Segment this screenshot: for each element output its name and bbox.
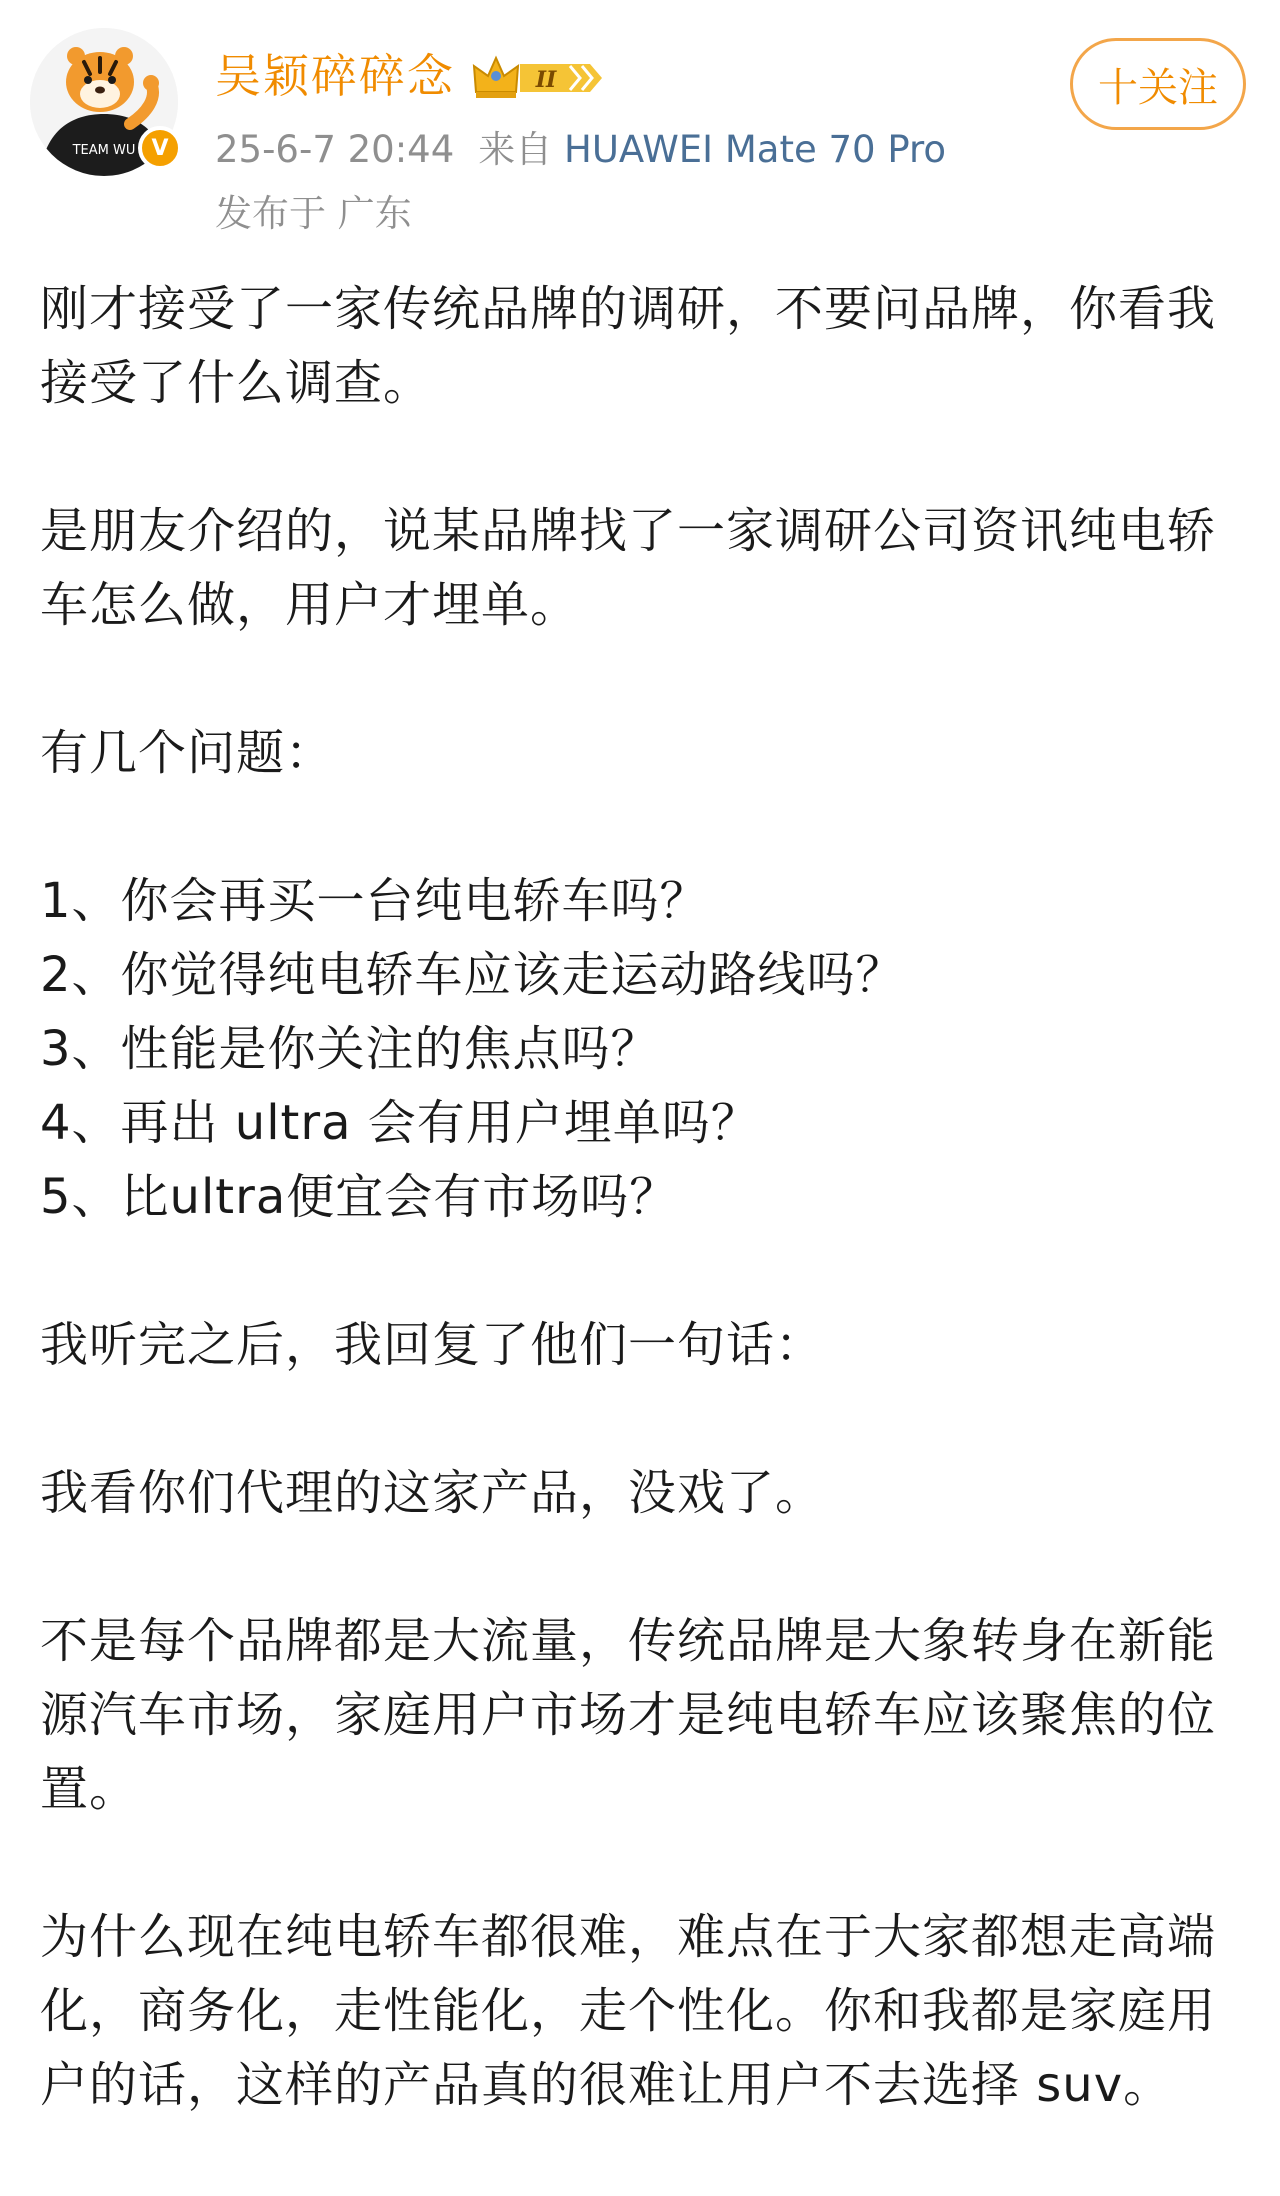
text-line: 户的话，这样的产品真的很难让用户不去选择 suv。 [40, 2057, 1173, 2113]
svg-text:TEAM WU: TEAM WU [72, 143, 136, 158]
question-item: 2、你觉得纯电轿车应该走运动路线吗？ [40, 947, 905, 1003]
post-meta [215, 128, 946, 172]
device-link[interactable]: HUAWEI Mate 70 Pro [564, 128, 947, 171]
question-item: 3、性能是你关注的焦点吗？ [40, 1021, 660, 1077]
user-name[interactable]: 吴颖碎碎念 [215, 49, 455, 103]
text-line: 不是每个品牌都是大流量，传统品牌是大象转身在新能 [40, 1613, 1217, 1669]
text-line: 有几个问题： [40, 725, 335, 781]
text-line: 源汽车市场，家庭用户市场才是纯电轿车应该聚焦的位 [40, 1687, 1217, 1743]
post-body [40, 272, 1250, 2196]
post-header [0, 0, 1280, 250]
question-item: 1、你会再买一台纯电轿车吗？ [40, 873, 709, 929]
text-line: 置。 [40, 1761, 139, 1817]
text-line: 化，商务化，走性能化，走个性化。你和我都是家庭用 [40, 1983, 1217, 2039]
question-list [40, 864, 1250, 1234]
source-prefix: 来自 [478, 128, 553, 171]
paragraph-3 [40, 716, 1250, 790]
post-location: 发布于 广东 [215, 192, 412, 235]
paragraph-7 [40, 1900, 1250, 2122]
avatar[interactable] [30, 28, 178, 176]
question-item: 4、再出 ultra 会有用户埋单吗？ [40, 1095, 760, 1151]
paragraph-5 [40, 1456, 1250, 1530]
text-line: 是朋友介绍的，说某品牌找了一家调研公司资讯纯电轿 [40, 503, 1217, 559]
paragraph-4 [40, 1308, 1250, 1382]
crown-level-badge-icon [470, 52, 610, 104]
text-line: 车怎么做，用户才埋单。 [40, 577, 580, 633]
paragraph-2 [40, 494, 1250, 642]
verified-badge-icon: V [138, 126, 182, 170]
follow-button[interactable]: 十关注 [1070, 38, 1246, 130]
text-line: 为什么现在纯电轿车都很难，难点在于大家都想走高端 [40, 1909, 1217, 1965]
text-line: 接受了什么调查。 [40, 355, 433, 411]
paragraph-6 [40, 1604, 1250, 1826]
post-date: 25-6-7 20:44 [215, 128, 455, 171]
text-line: 我听完之后，我回复了他们一句话： [40, 1317, 825, 1373]
paragraph-1 [40, 272, 1250, 420]
text-line: 刚才接受了一家传统品牌的调研，不要问品牌，你看我 [40, 281, 1217, 337]
text-line: 我看你们代理的这家产品，没戏了。 [40, 1465, 825, 1521]
level-label: II [535, 67, 557, 93]
question-item: 5、比ultra便宜会有市场吗？ [40, 1169, 679, 1225]
